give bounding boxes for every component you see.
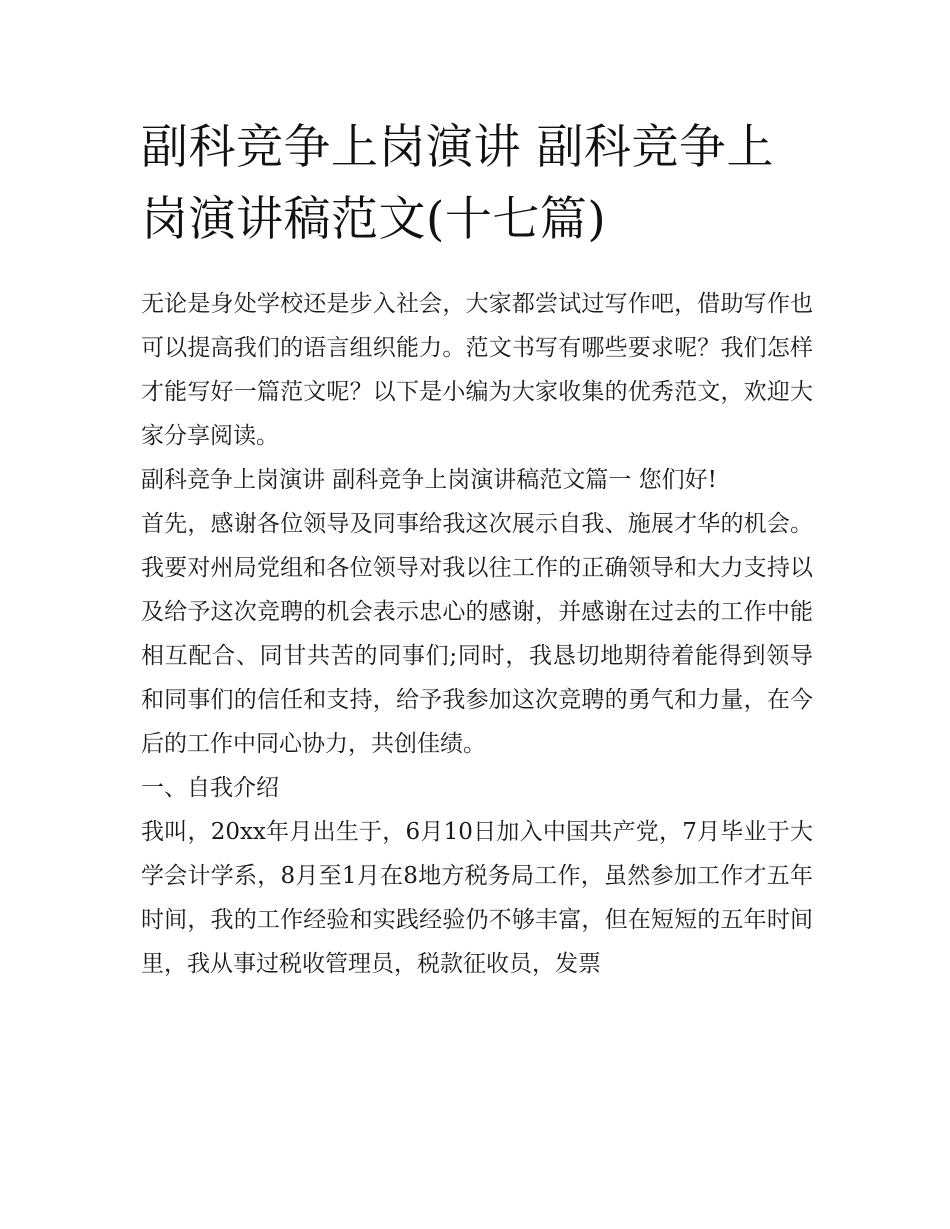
intro-paragraph: 无论是身处学校还是步入社会，大家都尝试过写作吧，借助写作也可以提高我们的语言组织能力。范文书写有哪些要求呢？我们怎样才能写好一篇范文呢？以下是小编为大家收集的优秀范文，欢迎大家分享阅读。 bbox=[141, 291, 813, 449]
section-heading-self-intro: 一、自我介绍 bbox=[141, 775, 279, 801]
document-page bbox=[141, 112, 813, 986]
document-body bbox=[141, 282, 813, 986]
document-title: 副科竞争上岗演讲 副科竞争上岗演讲稿范文(十七篇) bbox=[141, 120, 774, 247]
self-intro-paragraph: 我叫，20xx年月出生于，6月10日加入中国共产党，7月毕业于大学会计学系，8月至1月在8地方税务局工作，虽然参加工作才五年时间，我的工作经验和实践经验仍不够丰富，但在短短的五年时间里，我从事过税收管理员，税款征收员，发票 bbox=[141, 819, 813, 977]
thanks-paragraph: 首先，感谢各位领导及同事给我这次展示自我、施展才华的机会。我要对州局党组和各位领导对我以往工作的正确领导和大力支持以及给予这次竞聘的机会表示忠心的感谢，并感谢在过去的工作中能相互配合、同甘共苦的同事们;同时，我恳切地期待着能得到领导和同事们的信任和支持，给予我参加这次竞聘的勇气和力量，在今后的工作中同心协力，共创佳绩。 bbox=[141, 511, 813, 757]
section-heading-line: 副科竞争上岗演讲 副科竞争上岗演讲稿范文篇一 您们好! bbox=[141, 467, 717, 493]
